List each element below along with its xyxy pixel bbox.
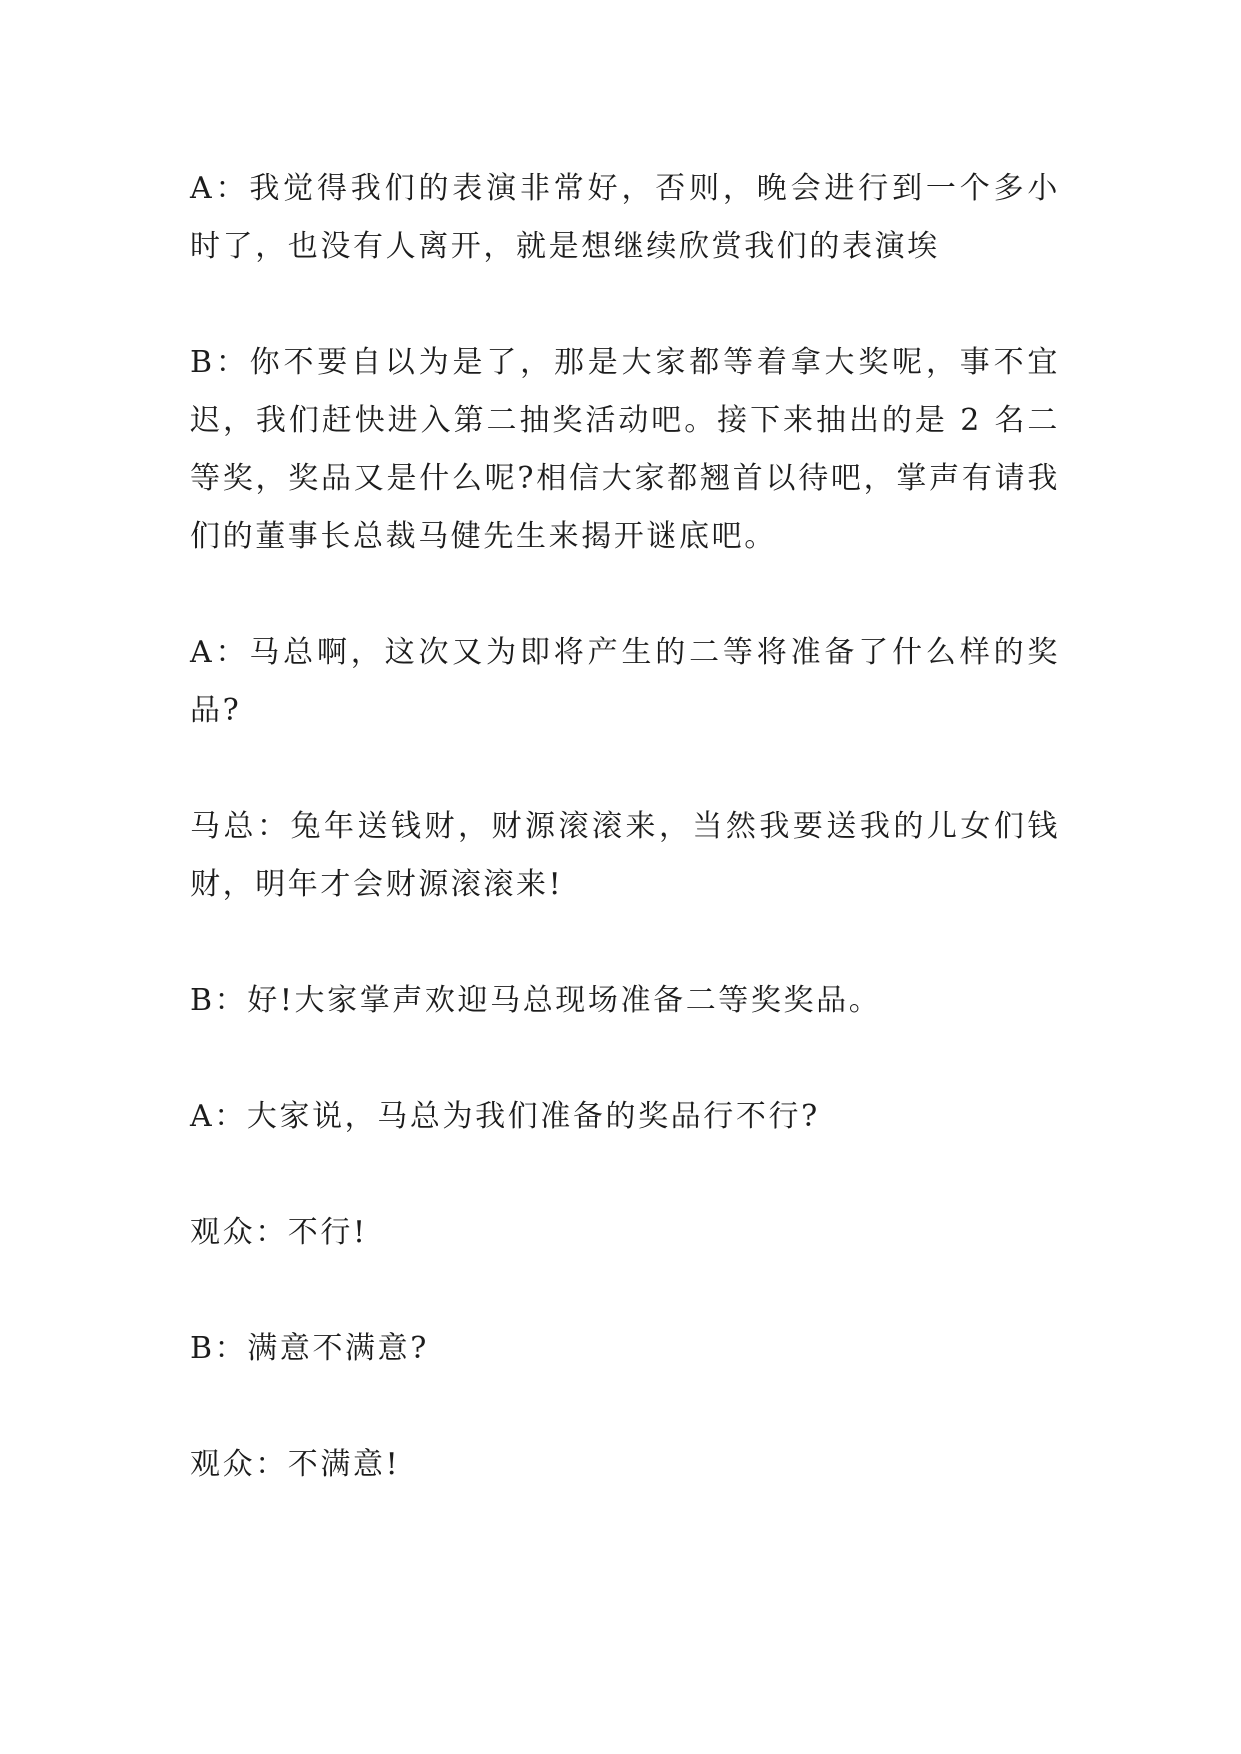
dialogue-paragraph-host-b-applause: B：好!大家掌声欢迎马总现场准备二等奖奖品。	[190, 983, 882, 1018]
dialogue-paragraph-audience-reply-2: 观众：不满意!	[190, 1447, 401, 1482]
dialogue-paragraph-host-b-satisfied: B：满意不满意?	[190, 1331, 429, 1366]
dialogue-paragraph-president-ma: 马总：兔年送钱财，财源滚滚来，当然我要送我的儿女们钱财，明年才会财源滚滚来!	[190, 809, 1060, 902]
document-body	[190, 160, 1060, 1552]
dialogue-paragraph-host-a-question: A：马总啊，这次又为即将产生的二等将准备了什么样的奖品?	[190, 635, 1060, 728]
dialogue-paragraph-host-a-performance: A：我觉得我们的表演非常好，否则，晚会进行到一个多小时了，也没有人离开，就是想继续欣赏我们的表演埃	[190, 171, 1060, 264]
dialogue-paragraph-host-a-ask-audience: A：大家说，马总为我们准备的奖品行不行?	[190, 1099, 820, 1134]
dialogue-paragraph-audience-reply-1: 观众：不行!	[190, 1215, 368, 1250]
dialogue-paragraph-host-b-lottery: B：你不要自以为是了，那是大家都等着拿大奖呢，事不宜迟，我们赶快进入第二抽奖活动吧。接下来抽出的是 2 名二等奖，奖品又是什么呢?相信大家都翘首以待吧，掌声有请我们的董事长总裁马健先生来揭开谜底吧。	[190, 345, 1060, 554]
